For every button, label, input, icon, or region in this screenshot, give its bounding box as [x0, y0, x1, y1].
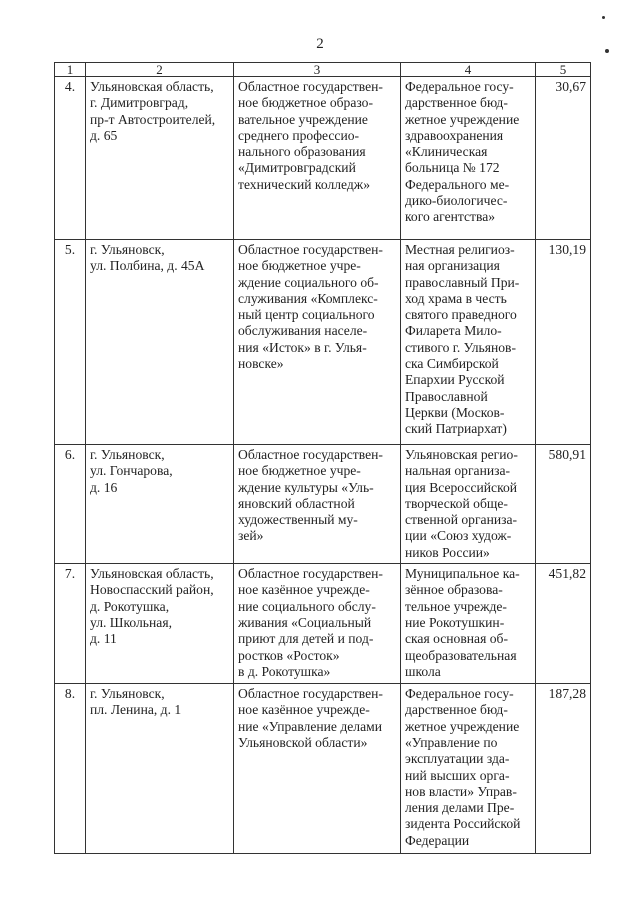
table-row	[55, 445, 591, 564]
property-table	[54, 62, 591, 854]
address-cell: Ульяновская область, Новоспасский район, д. Рокотушка, ул. Школьная, д. 11	[86, 564, 234, 684]
area-cell: 580,91	[536, 445, 591, 564]
scan-speck	[605, 49, 609, 53]
column-header-3: 3	[234, 63, 401, 77]
user-cell: Местная религиоз- ная организация православный При- ход храма в честь святого праведного Филарета Мило- стивого г. Ульянов- ска Симбирской Епархии Русской Православной Церкви (Москов- ский Патриархат)	[401, 240, 536, 445]
holder-cell: Областное государствен- ное казённое учрежде- ние социального обслу- живания «Социальный приют для детей и под- ростков «Росток» в д. Рокотушка»	[234, 564, 401, 684]
scan-speck	[602, 16, 605, 19]
user-cell: Федеральное госу- дарственное бюд- жетное учреждение здравоохранения «Клиническая больница № 172 Федерального ме- дико-биологичес- кого агентства»	[401, 77, 536, 240]
table-row	[55, 564, 591, 684]
address-cell: г. Ульяновск, пл. Ленина, д. 1	[86, 684, 234, 854]
page-number: 2	[316, 36, 324, 52]
address-cell: Ульяновская область, г. Димитровград, пр-т Автостроителей, д. 65	[86, 77, 234, 240]
column-header-4: 4	[401, 63, 536, 77]
row-number: 5.	[55, 240, 86, 445]
row-number: 6.	[55, 445, 86, 564]
holder-cell: Областное государствен- ное бюджетное учре- ждение культуры «Уль- яновский областной художественный му- зей»	[234, 445, 401, 564]
table-row	[55, 684, 591, 854]
table-row	[55, 240, 591, 445]
holder-cell: Областное государствен- ное бюджетное учре- ждение социального об- служивания «Комплекс- ный центр социального обслуживания населе- ния «Исток» в г. Улья- новске»	[234, 240, 401, 445]
area-cell: 30,67	[536, 77, 591, 240]
address-cell: г. Ульяновск, ул. Гончарова, д. 16	[86, 445, 234, 564]
user-cell: Муниципальное ка- зённое образова- тельное учрежде- ние Рокотушкин- ская основная об- щеобразовательная школа	[401, 564, 536, 684]
header-row	[55, 63, 591, 77]
table-row	[55, 77, 591, 240]
user-cell: Ульяновская регио- нальная организа- ция Всероссийской творческой обще- ственной организа- ции «Союз худож- ников России»	[401, 445, 536, 564]
column-header-5: 5	[536, 63, 591, 77]
area-cell: 187,28	[536, 684, 591, 854]
column-header-2: 2	[86, 63, 234, 77]
row-number: 8.	[55, 684, 86, 854]
user-cell: Федеральное госу- дарственное бюд- жетное учреждение «Управление по эксплуатации зда- ний высших орга- нов власти» Управ- ления делами Пре- зидента Российской Федерации	[401, 684, 536, 854]
row-number: 4.	[55, 77, 86, 240]
column-header-1: 1	[55, 63, 86, 77]
address-cell: г. Ульяновск, ул. Полбина, д. 45А	[86, 240, 234, 445]
holder-cell: Областное государствен- ное бюджетное образо- вательное учреждение среднего профессио- нального образования «Димитровградский технический колледж»	[234, 77, 401, 240]
row-number: 7.	[55, 564, 86, 684]
area-cell: 130,19	[536, 240, 591, 445]
area-cell: 451,82	[536, 564, 591, 684]
holder-cell: Областное государствен- ное казённое учрежде- ние «Управление делами Ульяновской области»	[234, 684, 401, 854]
